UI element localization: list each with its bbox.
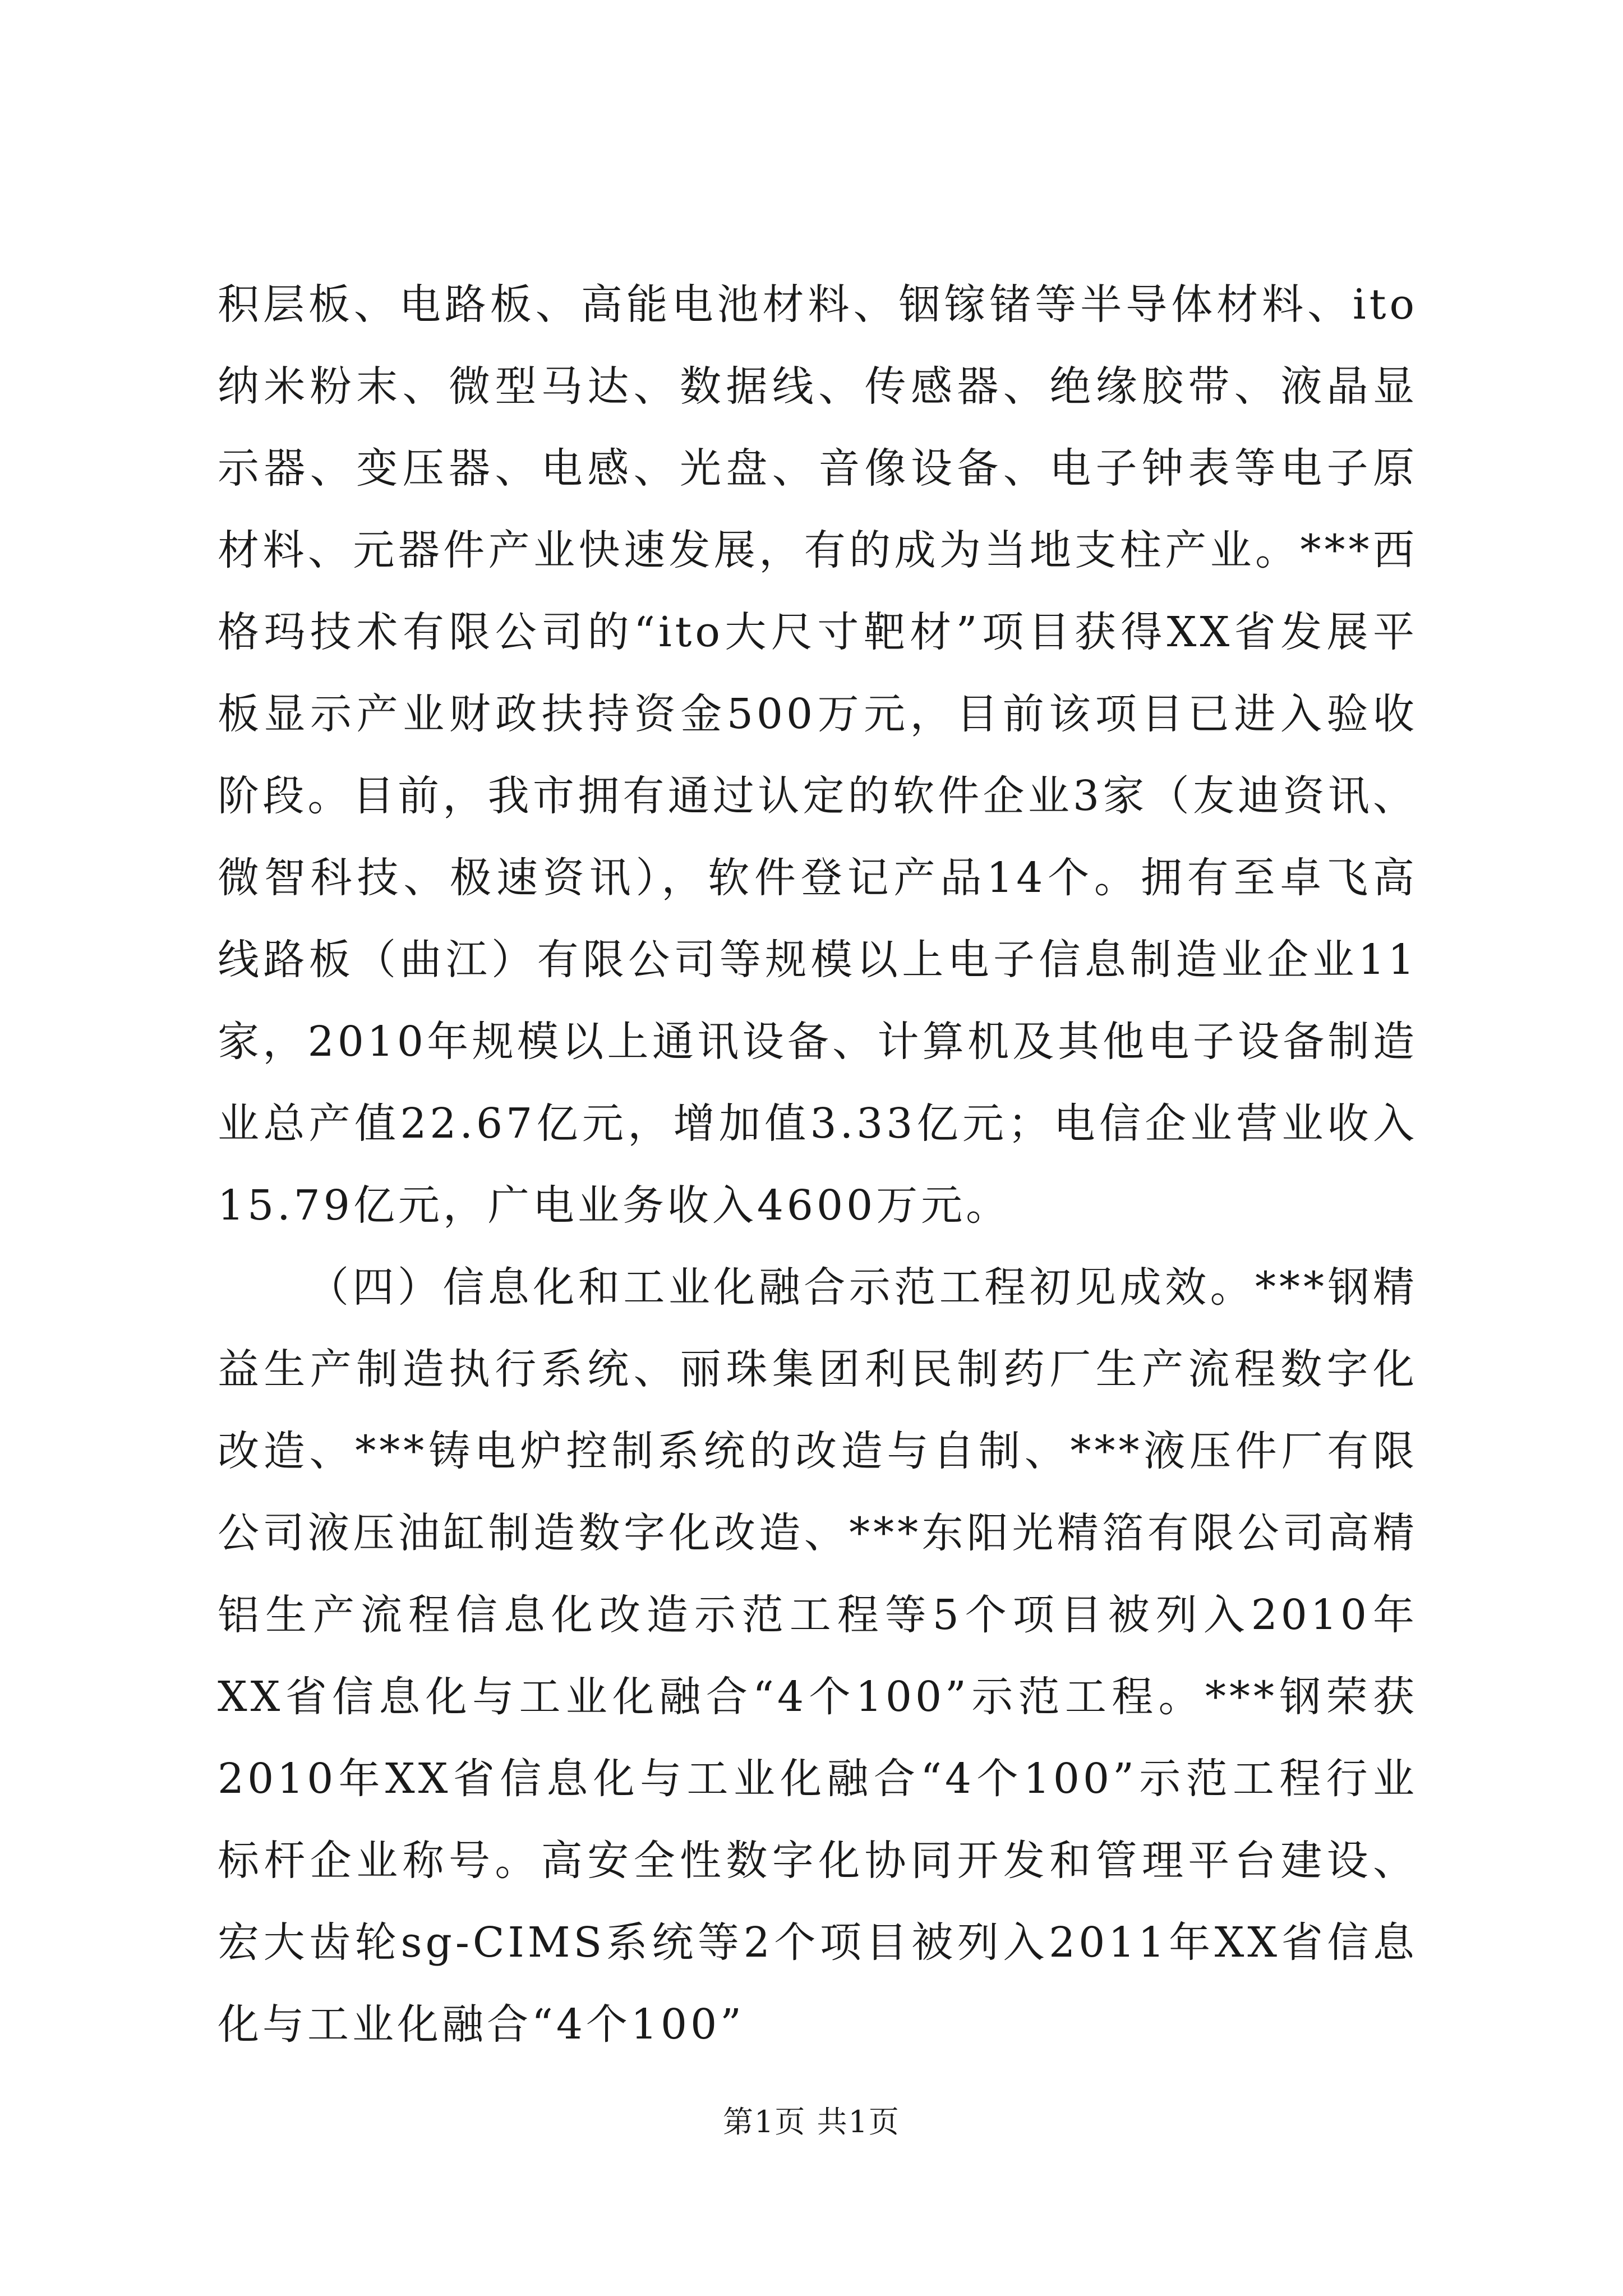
page-footer: 第1页 共1页 bbox=[723, 2104, 900, 2139]
document-body bbox=[218, 264, 1418, 2065]
paragraph-electronics-industry: 积层板、电路板、高能电池材料、铟镓锗等半导体材料、ito纳米粉末、微型马达、数据线、传感器、绝缘胶带、液晶显示器、变压器、电感、光盘、音像设备、电子钟表等电子原材料、元器件产业快速发展，有的成为当地支柱产业。***西格玛技术有限公司的“ito大尺寸靶材”项目获得XX省发展平板显示产业财政扶持资金500万元，目前该项目已进入验收阶段。目前，我市拥有通过认定的软件企业3家（友迪资讯、微智科技、极速资讯），软件登记产品14个。拥有至卓飞高线路板（曲江）有限公司等规模以上电子信息制造业企业11家，2010年规模以上通讯设备、计算机及其他电子设备制造业总产值22.67亿元，增加值3.33亿元；电信企业营业收入15.79亿元，广电业务收入4600万元。 bbox=[218, 280, 1418, 1230]
paragraph-informatization-fusion: （四）信息化和工业化融合示范工程初见成效。***钢精益生产制造执行系统、丽珠集团利民制药厂生产流程数字化改造、***铸电炉控制系统的改造与自制、***液压件厂有限公司液压油缸制造数字化改造、***东阳光精箔有限公司高精铝生产流程信息化改造示范工程等5个项目被列入2010年XX省信息化与工业化融合“4个100”示范工程。***钢荣获2010年XX省信息化与工业化融合“4个100”示范工程行业标杆企业称号。高安全性数字化协同开发和管理平台建设、宏大齿轮sg-CIMS系统等2个项目被列入2011年XX省信息化与工业化融合“4个100” bbox=[218, 1263, 1418, 2049]
